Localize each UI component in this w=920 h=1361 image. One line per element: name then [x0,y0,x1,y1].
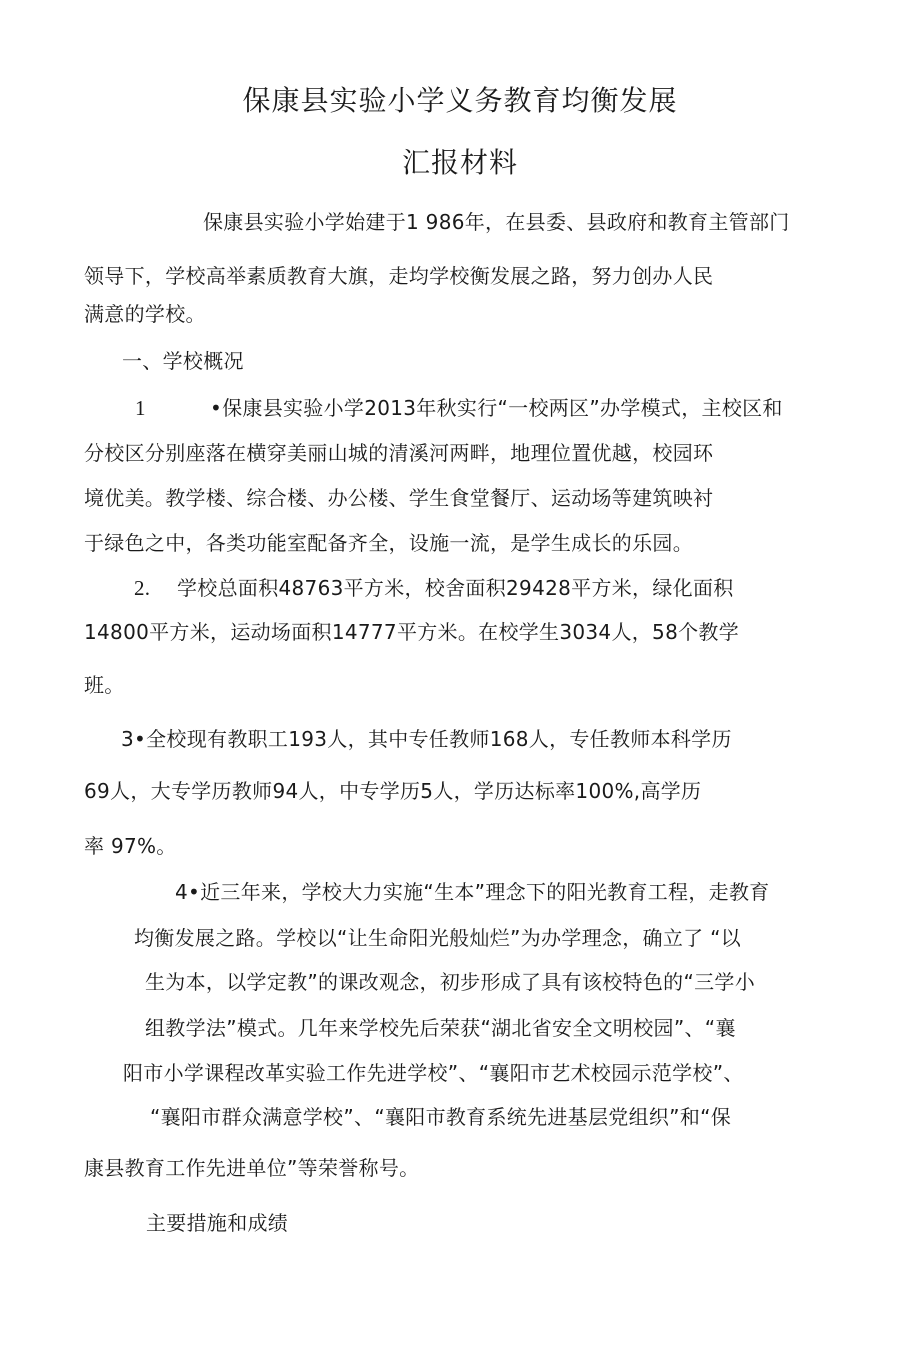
intro-line: 满意的学校。 [84,302,206,326]
paragraph-line: 69人，大专学历教师94人，中专学历5人，学历达标率100%,高学历 [84,779,702,803]
intro-line: 保康县实验小学始建于1 986年，在县委、县政府和教育主管部门 [203,210,790,234]
paragraph-line: 14800平方米，运动场面积14777平方米。在校学生3034人，58个教学 [84,620,739,644]
paragraph-line: 学校总面积48763平方米，校舍面积29428平方米，绿化面积 [177,576,734,600]
paragraph-line: 分校区分别座落在横穿美丽山城的清溪河两畔，地理位置优越，校园环 [84,441,714,465]
item-number: 2. [134,576,151,600]
paragraph-line: “襄阳市群众满意学校”、“襄阳市教育系统先进基层党组织”和“保 [150,1105,732,1129]
paragraph-line: 组教学法”模式。几年来学校先后荣获“湖北省安全文明校园”、“襄 [145,1016,736,1040]
document-title: 保康县实验小学义务教育均衡发展 [242,84,678,117]
paragraph-line: 康县教育工作先进单位”等荣誉称号。 [84,1156,420,1180]
intro-line: 领导下，学校高举素质教育大旗，走均学校衡发展之路，努力创办人民 [84,264,714,288]
item-number: 1 [135,396,146,420]
section-heading: 主要措施和成绩 [146,1211,289,1235]
paragraph-line: 班。 [84,673,125,697]
section-heading: 一、学校概况 [122,349,244,373]
paragraph-line: 3•全校现有教职工193人，其中专任教师168人，专任教师本科学历 [121,727,732,751]
paragraph-line: 境优美。教学楼、综合楼、办公楼、学生食堂餐厅、运动场等建筑映衬 [84,486,714,510]
paragraph-line: 率 97%。 [84,834,177,858]
paragraph-line: 于绿色之中，各类功能室配备齐全，设施一流，是学生成长的乐园。 [84,531,693,555]
paragraph-line: 均衡发展之路。学校以“让生命阳光般灿烂”为办学理念，确立了 “以 [134,926,742,950]
document-subtitle: 汇报材料 [401,146,518,179]
paragraph-line: 4•近三年来，学校大力实施“生本”理念下的阳光教育工程，走教育 [175,880,770,904]
paragraph-line: 生为本，以学定教”的课改观念，初步形成了具有该校特色的“三学小 [145,970,756,994]
paragraph-line: •保康县实验小学2013年秋实行“一校两区”办学模式，主校区和 [210,396,783,420]
paragraph-line: 阳市小学课程改革实验工作先进学校”、“襄阳市艺术校园示范学校”、 [123,1061,744,1085]
